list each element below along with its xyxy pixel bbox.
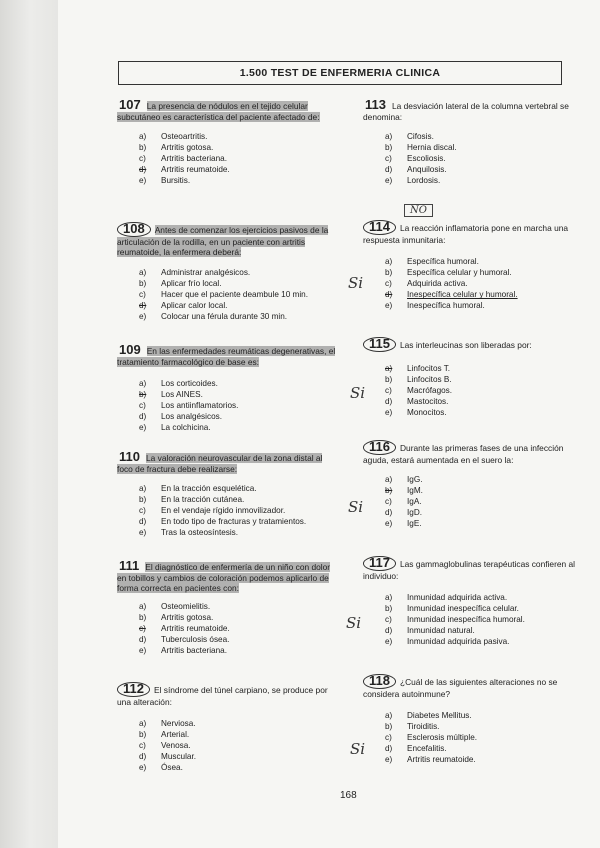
options-list — [385, 364, 585, 419]
option[interactable]: e) Lordosis. — [385, 176, 441, 186]
option[interactable]: c) IgA. — [385, 497, 422, 507]
question-text: La reacción inflamatoria pone en marcha una respuesta inmunitaria: — [363, 223, 569, 245]
option[interactable]: a) Osteomielitis. — [139, 601, 211, 611]
handwritten-si: Si — [346, 614, 362, 632]
option[interactable]: e) IgE. — [385, 519, 422, 529]
option[interactable]: c) Adquirida activa. — [385, 279, 468, 289]
option[interactable]: b) Artritis gotosa. — [139, 612, 214, 622]
option[interactable]: b) Arterial. — [139, 730, 190, 740]
option[interactable]: b) Específica celular y humoral. — [385, 268, 512, 278]
page-title: 1.500 TEST DE ENFERMERIA CLINICA — [118, 61, 562, 85]
option[interactable]: a) Los corticoides. — [139, 379, 218, 389]
handwritten-si: Si — [348, 274, 364, 292]
question-text: En las enfermedades reumáticas degenerativas, el tratamiento farmacológico de base es: — [117, 346, 336, 367]
option[interactable]: a) Administrar analgésicos. — [139, 267, 251, 277]
question-117 — [363, 556, 585, 648]
question-text: La presencia de nódulos en el tejido celular subcutáneo es característica del paciente afectado de: — [117, 101, 320, 122]
option[interactable]: c) Macrófagos. — [385, 385, 453, 395]
option[interactable]: e) Monocitos. — [385, 407, 447, 417]
question-stem — [363, 556, 585, 581]
question-108 — [117, 222, 339, 323]
options-list — [139, 379, 339, 434]
option-marked[interactable]: b) IgM. — [385, 486, 423, 496]
question-stem — [117, 682, 339, 707]
option[interactable]: e) Bursitis. — [139, 176, 191, 186]
option[interactable]: c) Esclerosis múltiple. — [385, 733, 478, 743]
question-116 — [363, 440, 585, 530]
question-stem — [117, 558, 339, 594]
question-text: Durante las primeras fases de una infección aguda, estará aumentada en el suero la: — [363, 443, 564, 465]
options-list — [385, 711, 585, 766]
question-number: 113 — [365, 97, 386, 112]
option[interactable]: e) Ósea. — [139, 763, 183, 773]
page-number: 168 — [340, 790, 357, 801]
handwritten-si: Si — [348, 498, 364, 516]
option[interactable]: a) Nerviosa. — [139, 719, 196, 729]
option[interactable]: b) Aplicar frío local. — [139, 278, 222, 288]
question-number: 108 — [117, 222, 151, 237]
handwritten-si: Si — [350, 740, 366, 758]
options-list — [385, 257, 585, 312]
option[interactable]: a) En la tracción esquelética. — [139, 484, 257, 494]
question-text: ¿Cuál de las siguientes alteraciones no se considera autoinmune? — [363, 677, 558, 699]
option[interactable]: c) Escoliosis. — [385, 154, 446, 164]
question-text: El síndrome del túnel carpiano, se produce por una alteración: — [117, 685, 328, 707]
question-stem — [363, 337, 585, 352]
option[interactable]: c) Hacer que el paciente deambule 10 min. — [139, 289, 309, 299]
question-text: La desviación lateral de la columna vertebral se denomina: — [363, 101, 569, 122]
question-115 — [363, 337, 585, 419]
option[interactable]: e) Inespecífica humoral. — [385, 301, 485, 311]
question-text: Antes de comenzar los ejercicios pasivos de la articulación de la rodilla, en un paciente con artritis reumatoide, la enfermera deberá: — [117, 225, 329, 257]
question-111 — [117, 558, 339, 657]
question-107 — [117, 97, 339, 187]
option[interactable]: e) Artritis reumatoide. — [385, 755, 476, 765]
option[interactable]: d) Muscular. — [139, 752, 197, 762]
option[interactable]: c) Venosa. — [139, 741, 191, 751]
option[interactable]: d) Anquilosis. — [385, 165, 447, 175]
question-number: 118 — [363, 674, 396, 689]
question-text: La valoración neurovascular de la zona distal al foco de fractura debe realizarse: — [117, 453, 323, 474]
option-marked[interactable]: b) Los AINES. — [139, 390, 203, 400]
options-list — [139, 484, 339, 539]
handwritten-note: NO — [404, 204, 433, 217]
question-text: Las interleucinas son liberadas por: — [399, 340, 532, 350]
option-marked[interactable]: d) Aplicar calor local. — [139, 300, 228, 310]
question-stem — [363, 674, 585, 699]
question-text: Las gammaglobulinas terapéuticas confieren al individuo: — [363, 559, 576, 581]
options-list — [385, 475, 585, 530]
options-list — [385, 593, 585, 648]
question-number: 116 — [363, 440, 396, 455]
option[interactable]: e) Inmunidad adquirida pasiva. — [385, 637, 510, 647]
option[interactable]: e) Artritis bacteriana. — [139, 645, 227, 655]
question-text: El diagnóstico de enfermería de un niño con dolor en tobillos y cambios de coloración podemos aplicarlo de forma correcta en pacientes con: — [117, 562, 331, 593]
question-number: 111 — [119, 558, 140, 573]
option[interactable]: d) IgD. — [385, 508, 423, 518]
option[interactable]: b) Inmunidad inespecífica celular. — [385, 604, 519, 614]
question-number: 117 — [363, 556, 396, 571]
option[interactable]: d) Encefalitis. — [385, 744, 447, 754]
options-list — [139, 719, 339, 774]
question-stem — [117, 97, 339, 122]
question-number: 107 — [119, 97, 141, 112]
option[interactable]: c) Inmunidad inespecífica humoral. — [385, 615, 525, 625]
option[interactable]: c) Los antiinflamatorios. — [139, 401, 239, 411]
option[interactable]: d) Mastocitos. — [385, 396, 449, 406]
option[interactable]: e) La colchicina. — [139, 423, 211, 433]
options-list — [139, 268, 339, 323]
question-number: 114 — [363, 220, 396, 235]
question-114 — [363, 220, 585, 312]
question-number: 112 — [117, 682, 150, 697]
options-list — [139, 602, 339, 657]
option[interactable]: a) Osteoartritis. — [139, 132, 208, 142]
option[interactable]: b) En la tracción cutánea. — [139, 495, 245, 505]
option[interactable]: b) Tiroiditis. — [385, 722, 440, 732]
question-stem — [117, 342, 339, 367]
option[interactable]: a) Diabetes Mellitus. — [385, 711, 472, 721]
question-110 — [117, 449, 339, 539]
handwritten-si: Si — [350, 384, 366, 402]
option-marked[interactable]: c) Artritis reumatoide. — [139, 623, 230, 633]
option[interactable]: c) En el vendaje rígido inmovilizador. — [139, 506, 286, 516]
question-stem — [363, 440, 585, 465]
question-number: 109 — [119, 342, 141, 357]
option[interactable]: a) Específica humoral. — [385, 257, 479, 267]
question-112 — [117, 682, 339, 774]
option[interactable]: a) Cifosis. — [385, 132, 434, 142]
option[interactable]: d) En todo tipo de fracturas y tratamientos. — [139, 517, 307, 527]
options-list — [385, 132, 585, 187]
option[interactable]: d) Tuberculosis ósea. — [139, 634, 230, 644]
option-marked[interactable]: d) Artritis reumatoide. — [139, 165, 230, 175]
option[interactable]: d) Inmunidad natural. — [385, 626, 475, 636]
option[interactable]: e) Tras la osteosíntesis. — [139, 528, 239, 538]
question-113 — [363, 97, 585, 187]
option-marked[interactable]: a) Linfocitos T. — [385, 363, 451, 373]
option[interactable]: b) Hernia discal. — [385, 143, 457, 153]
option[interactable]: d) Los analgésicos. — [139, 412, 222, 422]
option[interactable]: e) Colocar una férula durante 30 min. — [139, 311, 288, 321]
option[interactable]: b) Linfocitos B. — [385, 374, 452, 384]
question-number: 110 — [119, 449, 140, 464]
option[interactable]: a) IgG. — [385, 475, 423, 485]
question-109 — [117, 342, 339, 434]
question-stem — [117, 449, 339, 474]
option-marked[interactable]: d) Inespecífica celular y humoral. — [385, 290, 518, 300]
question-stem — [363, 97, 585, 122]
option[interactable]: b) Artritis gotosa. — [139, 143, 214, 153]
option[interactable]: a) Inmunidad adquirida activa. — [385, 593, 508, 603]
options-list — [139, 132, 339, 187]
question-number: 115 — [363, 337, 396, 352]
question-stem — [117, 222, 339, 258]
option[interactable]: c) Artritis bacteriana. — [139, 154, 227, 164]
question-118 — [363, 674, 585, 766]
scan-margin — [0, 0, 58, 848]
question-stem — [363, 220, 585, 245]
